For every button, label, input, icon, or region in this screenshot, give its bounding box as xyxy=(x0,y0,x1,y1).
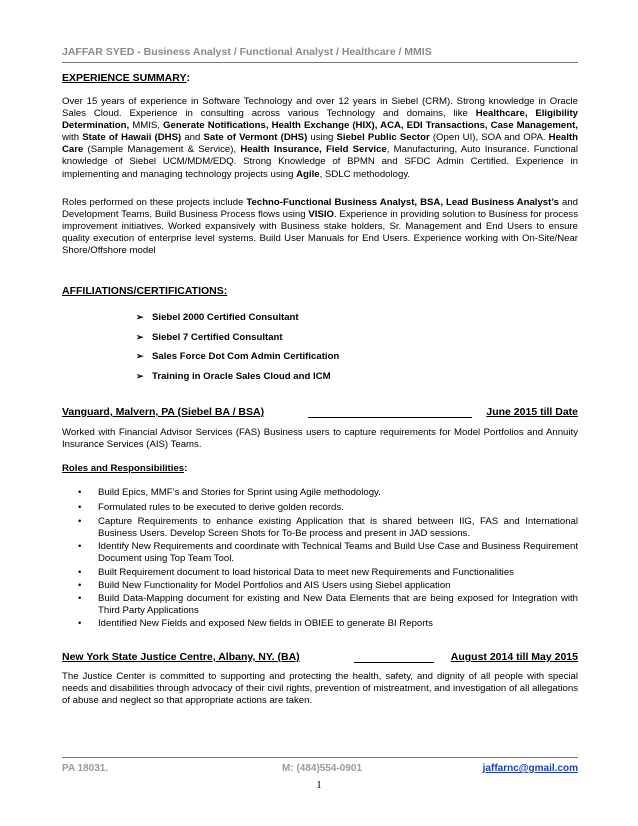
list-item: • Build Epics, MMF’s and Stories for Sprint using Agile methodology. xyxy=(78,487,381,498)
list-item: • Built Requirement document to load historical Data to meet new Requirements and Functionalities xyxy=(78,566,514,578)
bullet-icon: • xyxy=(78,592,82,604)
certification-item: ➢ Siebel 7 Certified Consultant xyxy=(136,332,283,343)
footer-phone: M: (484)554-0901 xyxy=(282,763,363,774)
bullet-icon: • xyxy=(78,487,82,498)
job-title: Vanguard, Malvern, PA (Siebel BA / BSA) xyxy=(62,406,265,418)
responsibilities-list xyxy=(62,487,578,630)
job-description: Worked with Financial Advisor Services (FAS) Business users to capture requirements for Model Portfolios and Annuity Insurance Services (AIS) Teams. xyxy=(62,427,578,451)
arrow-bullet-icon: ➢ xyxy=(136,351,144,361)
bullet-icon: • xyxy=(78,516,82,528)
job-header-justice-centre xyxy=(62,651,578,665)
certification-item: ➢ Sales Force Dot Com Admin Certification xyxy=(136,351,340,362)
summary-paragraph-2: Roles performed on these projects include Techno-Functional Business Analyst, BSA, Lead Business Analyst’s and Development Teams. Build Business Process flows using VISIO. Experience in providing solution to Business for process improvement initiatives. Worked expansively with Business stake holders, Sr. Management and End Users to ensure quality execution of enterprise level systems. Build User Manuals for End Users. Experience working with On-Site/Near Shore/Offshore model xyxy=(62,197,578,257)
bullet-icon: • xyxy=(78,617,82,629)
footer-address: PA 18031. xyxy=(62,763,109,774)
job-title: New York State Justice Centre, Albany, NY. (BA) xyxy=(62,651,300,663)
list-item: • Formulated rules to be executed to derive golden records. xyxy=(78,501,344,513)
list-item: • Build Data-Mapping document for existing and New Data Elements that are being exposed for Integration with Third Party Applications xyxy=(78,592,578,616)
footer-email-link[interactable]: jaffarnc@gmail.com xyxy=(482,763,578,774)
job-date: June 2015 till Date xyxy=(486,406,578,418)
underline-rule xyxy=(308,417,472,418)
arrow-bullet-icon: ➢ xyxy=(136,312,144,322)
bullet-icon: • xyxy=(78,566,82,578)
job-header-vanguard xyxy=(62,406,578,420)
list-item: • Identified New Fields and exposed New fields in OBIEE to generate BI Reports xyxy=(78,617,433,629)
job-date: August 2014 till May 2015 xyxy=(450,651,578,663)
heading-colon: : xyxy=(186,72,190,84)
roles-heading: Roles and Responsibilities: xyxy=(62,463,188,474)
bullet-icon: • xyxy=(78,541,82,553)
list-item: • Identify New Requirements and coordinate with Technical Teams and Build Use Case and Business Requirement Document using Top Team Tool. xyxy=(78,541,578,565)
bullet-icon: • xyxy=(78,579,82,591)
certification-item: ➢ Siebel 2000 Certified Consultant xyxy=(136,312,299,323)
summary-paragraph-1: Over 15 years of experience in Software Technology and over 12 years in Siebel (CRM). Strong knowledge in Oracle Sales Cloud. Experience in consulting across various Technology and domains, like Healthcare, Eligibility Determination, MMIS, Generate Notifications, Health Exchange (HIX), ACA, EDI Transactions, Case Management, with State of Hawaii (DHS) and Sate of Vermont (DHS) using Siebel Public Sector (Open UI), SOA and OPA. Health Care (Sample Management & Service), Health Insurance, Field Service, Manufacturing, Auto Insurance. Functional knowledge of Siebel UCM/MDM/EDQ. Strong Knowledge of BPMN and SFDC Admin Certified. Experience in implementing and managing technology projects using Agile, SDLC methodology. xyxy=(62,96,578,180)
affiliations-heading: AFFILIATIONS/CERTIFICATIONS: xyxy=(62,285,228,297)
certification-item: ➢ Training in Oracle Sales Cloud and ICM xyxy=(136,371,331,382)
underline-rule xyxy=(354,662,434,663)
job-description: The Justice Center is committed to supporting and protecting the health, safety, and dignity of all people with special needs and disabilities through advocacy of their civil rights, prevention of mistreatment, and investigation of all allegations of abuse and neglect so that appropriate actions are taken. xyxy=(62,671,578,707)
list-item: • Capture Requirements to enhance existing Application that is shared between IIG, FAS and International Business Users. Develop Screen Shots for To-Be process and present in JAD sessions. xyxy=(78,516,578,540)
list-item: • Build New Functionality for Model Portfolios and AIS Users using Siebel application xyxy=(78,579,451,591)
page-header: JAFFAR SYED - Business Analyst / Functional Analyst / Healthcare / MMIS xyxy=(62,46,578,63)
bullet-icon: • xyxy=(78,501,82,513)
arrow-bullet-icon: ➢ xyxy=(136,371,144,381)
page-footer xyxy=(62,757,578,777)
experience-summary-heading xyxy=(62,72,190,84)
experience-summary-title: EXPERIENCE SUMMARY xyxy=(62,72,187,84)
arrow-bullet-icon: ➢ xyxy=(136,332,144,342)
page-number: 1 xyxy=(316,779,322,791)
